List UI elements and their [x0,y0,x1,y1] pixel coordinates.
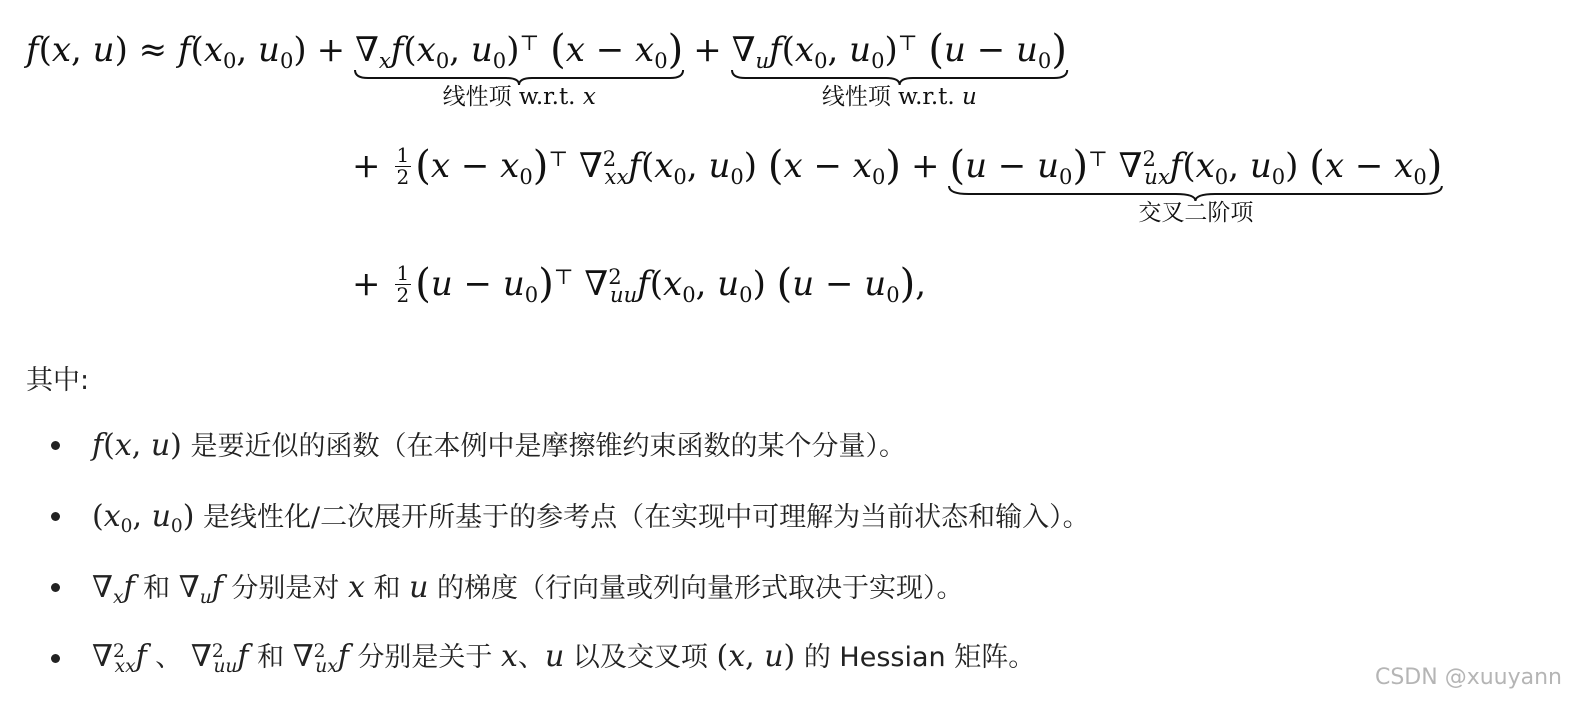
list-item-text: 、 [155,642,183,673]
math-inline: ∇$^2_{uu}$f [190,639,249,677]
intro-text: 其中: [26,365,90,396]
list-item-text: 分别是对 [231,573,340,604]
bullet-dot [51,441,60,450]
list-item-text: 是要近似的函数（在本例中是摩擦锥约束函数的某个分量）。 [190,431,906,462]
label-linear-x: 线性项 w.r.t. x [442,84,596,110]
watermark: CSDN @xuuyann [1374,665,1562,690]
bullet-dot [51,583,60,592]
equation-line-1: f(x, $u) \approx f(x_0$, $u_0) + \nabla_xf(x_0$, $u_0)^⊤$ $(x - x_0)$ 线性项 w.r.t. x + $\nabla_uf(x_0$, $u_0)^⊤$ $(u - u_0)$ 线性项 w.r.t. u [26,27,1067,110]
list-item-text: 、 [517,642,545,673]
list-item [92,566,964,608]
math-inline: u [409,570,429,605]
math-inline: $\nabla_uf$ [178,570,223,608]
list-item-text: 和 [373,573,401,604]
equation-line-2: + $\frac{1}{2}$ $(x - x_0)^⊤$ $\nabla^2_{xx}f(x_0$, $u_0$) $(x - x_0) + (u - u_0)^⊤$ $\nabla^2_{ux}f(x_0$, $u_0$) $(x - x_0)$ 交叉二阶项 [352,142,1443,226]
list-item-text: 的梯度（行向量或列向量形式取决于实现）。 [437,573,964,604]
math-inline: f(x, u) [92,428,182,463]
equation-line-3: + $\frac{1}{2}$ $(u - u_0)^⊤$ $\nabla^2_{uu}f(x_0$, $u_0$) $(u - u_0)$, [352,260,927,307]
list-item [92,635,1036,677]
linear-term-x: $\nabla_xf(x_0$, $u_0)^⊤$ $(x - x_0)$ 线性项 w.r.t. x [355,27,684,110]
list-item-text: 和 [257,642,285,673]
cross-term: $(u - u_0)^⊤$ $\nabla^2_{ux}f(x_0$, $u_0$) $(x - x_0)$ 交叉二阶项 [949,143,1443,226]
list-item-text: 是线性化/二次展开所基于的参考点（在实现中可理解为当前状态和输入）。 [203,502,1090,533]
fraction-one-half-2: $\frac{1}{2}$ [396,260,410,307]
label-linear-u: 线性项 w.r.t. u [821,84,977,110]
list-item [92,495,1090,537]
math-inline: x [347,570,365,605]
list-item-text: 以及交叉项 [572,642,708,673]
list-item-text: 和 [143,573,171,604]
bullet-dot [51,654,60,663]
math-inline: ∇$^2_{ux}$f [292,639,349,677]
math-inline: (x, u) [716,639,796,674]
list-item [92,424,906,463]
math-inline: ($x_0$, $u_0$) [92,499,195,537]
list-item-text: 的 Hessian 矩阵。 [803,642,1036,673]
linear-term-u: $\nabla_uf(x_0$, $u_0)^⊤$ $(u - u_0)$ 线性项 w.r.t. u [731,27,1067,110]
list-item-text: 分别是关于 [357,642,493,673]
math-inline: u [544,639,565,674]
label-cross: 交叉二阶项 [1138,200,1254,226]
bullet-dot [51,512,60,521]
math-inline: x [501,639,518,674]
fraction-one-half: $\frac{1}{2}$ [396,142,410,189]
math-inline: ∇$^2_{xx}$f [92,639,147,677]
math-inline: $\nabla_xf$ [92,570,135,608]
